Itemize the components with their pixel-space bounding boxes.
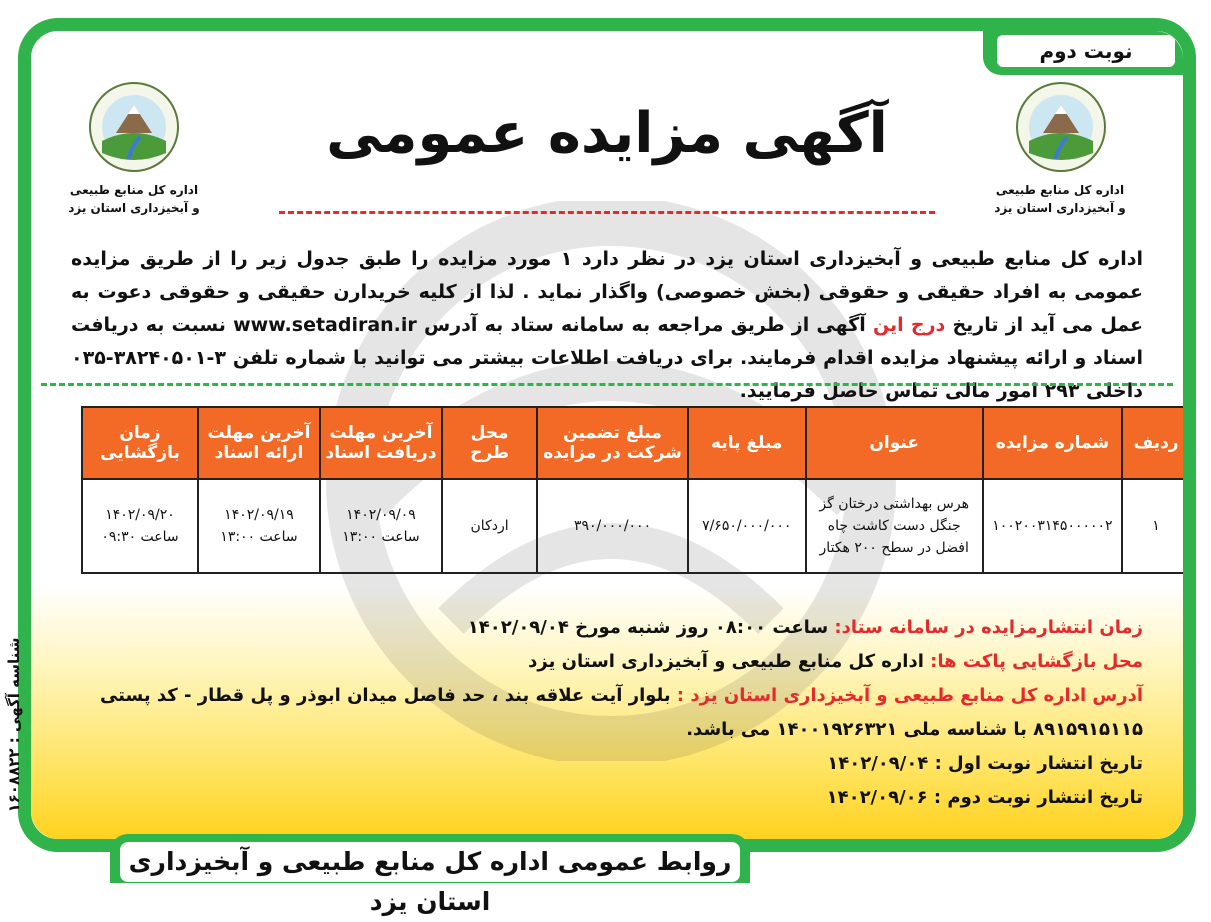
ad-inner bbox=[31, 31, 1183, 839]
header-subject: عنوان bbox=[806, 407, 983, 479]
header-auction-no: شماره مزایده bbox=[983, 407, 1122, 479]
header-row-no: ردیف bbox=[1122, 407, 1183, 479]
first-publish-date: تاریخ انتشار نوبت اول : ۱۴۰۲/۰۹/۰۴ bbox=[827, 753, 1143, 774]
publish-time-line bbox=[71, 611, 1143, 645]
ad-code-text: شناسه آگهی : ۱۶۰۸۸۲۲ bbox=[5, 637, 23, 813]
cell-receive-deadline: ۱۴۰۲/۰۹/۰۹ ساعت ۱۳:۰۰ bbox=[320, 479, 442, 573]
org-caption-left-line2: و آبخیزداری استان یزد bbox=[68, 201, 200, 215]
cell-guarantee: ۳۹۰/۰۰۰/۰۰۰ bbox=[537, 479, 688, 573]
website-link[interactable]: www.setadiran.ir bbox=[233, 314, 417, 336]
org-caption-left-line1: اداره کل منابع طبیعی bbox=[69, 183, 199, 197]
second-publish-date: تاریخ انتشار نوبت دوم : ۱۴۰۲/۰۹/۰۶ bbox=[826, 787, 1143, 808]
cell-row-no: ۱ bbox=[1122, 479, 1183, 573]
round-label bbox=[983, 31, 1183, 75]
cell-opening-time: ۱۴۰۲/۰۹/۲۰ ساعت ۰۹:۳۰ bbox=[82, 479, 198, 573]
cell-subject: هرس بهداشتی درختان گز جنگل دست کاشت چاه افضل در سطح ۲۰۰ هکتار bbox=[806, 479, 983, 573]
opening-place-line bbox=[71, 645, 1143, 679]
header-location: محل طرح bbox=[442, 407, 537, 479]
header-base-price: مبلغ پایه bbox=[688, 407, 806, 479]
round-label-text: نوبت دوم bbox=[997, 35, 1175, 67]
intro-highlight: درج این bbox=[872, 314, 946, 336]
header-guarantee: مبلغ تضمین شرکت در مزایده bbox=[537, 407, 688, 479]
publish-time-value: ساعت ۰۸:۰۰ روز شنبه مورخ ۱۴۰۲/۰۹/۰۴ bbox=[467, 617, 835, 638]
cell-location: اردکان bbox=[442, 479, 537, 573]
footer-text: روابط عمومی اداره کل منابع طبیعی و آبخیزداری استان یزد bbox=[120, 842, 740, 882]
intro-part2: آگهی از طریق مراجعه به سامانه ستاد به آدرس bbox=[416, 314, 873, 336]
footer-bar bbox=[110, 834, 750, 916]
header-submit-deadline: آخرین مهلت ارائه اسناد bbox=[198, 407, 320, 479]
ad-code bbox=[1, 620, 27, 830]
header-opening-time: زمان بازگشایی bbox=[82, 407, 198, 479]
org-logo-right bbox=[1015, 81, 1107, 173]
org-caption-right-line1: اداره کل منابع طبیعی bbox=[995, 183, 1125, 197]
address-line bbox=[71, 679, 1143, 747]
intro-part1: اداره کل منابع طبیعی و آبخیزداری استان یزد در نظر دارد ۱ مورد مزایده را طبق جدول زیر را از طریق مزایده عمومی به افراد حقیقی و حقوقی (بخش خصوصی) واگذار نماید . لذا از کلیه خریدارن حقیقی و حقوقی دعوت به عمل می آید از تاریخ bbox=[71, 248, 1144, 336]
info-section bbox=[71, 611, 1143, 815]
ad-title: آگهی مزایده عمومی bbox=[326, 101, 888, 166]
header-receive-deadline: آخرین مهلت دریافت اسناد bbox=[320, 407, 442, 479]
intro-part3: نسبت به دریافت اسناد و ارائه پیشنهاد مزایده اقدام فرمایند. برای دریافت اطلاعات بیشتر می توانید با شماره تلفن ۳-۳۸۲۴۰۵۰۱-۰۳۵ داخلی ۲۹۳ امور مالی تماس حاصل فرمایید. bbox=[71, 314, 1143, 402]
title-divider bbox=[279, 211, 935, 214]
org-caption-left bbox=[49, 181, 219, 217]
table-row bbox=[82, 479, 1183, 573]
org-caption-right-line2: و آبخیزداری استان یزد bbox=[994, 201, 1126, 215]
ad-frame bbox=[18, 18, 1196, 852]
table-header-row bbox=[82, 407, 1183, 479]
cell-submit-deadline: ۱۴۰۲/۰۹/۱۹ ساعت ۱۳:۰۰ bbox=[198, 479, 320, 573]
section-divider bbox=[41, 383, 1173, 386]
org-caption-right bbox=[975, 181, 1145, 217]
org-logo-left bbox=[88, 81, 180, 173]
address-value: بلوار آیت علاقه بند ، حد فاصل میدان ابوذر و پل قطار - کد پستی ۸۹۱۵۹۱۵۱۱۵ با شناسه ملی ۱۴۰۰۱۹۲۶۳۲۱ می باشد. bbox=[99, 685, 1143, 740]
cell-auction-no: ۱۰۰۲۰۰۳۱۴۵۰۰۰۰۰۲ bbox=[983, 479, 1122, 573]
address-label: آدرس اداره کل منابع طبیعی و آبخیزداری استان یزد : bbox=[676, 685, 1143, 706]
cell-base-price: ۷/۶۵۰/۰۰۰/۰۰۰ bbox=[688, 479, 806, 573]
opening-place-label: محل بازگشایی پاکت ها: bbox=[930, 651, 1143, 672]
opening-place-value: اداره کل منابع طبیعی و آبخیزداری استان یزد bbox=[528, 651, 931, 672]
publish-time-label: زمان انتشارمزایده در سامانه ستاد: bbox=[834, 617, 1143, 638]
auction-table bbox=[81, 406, 1183, 574]
